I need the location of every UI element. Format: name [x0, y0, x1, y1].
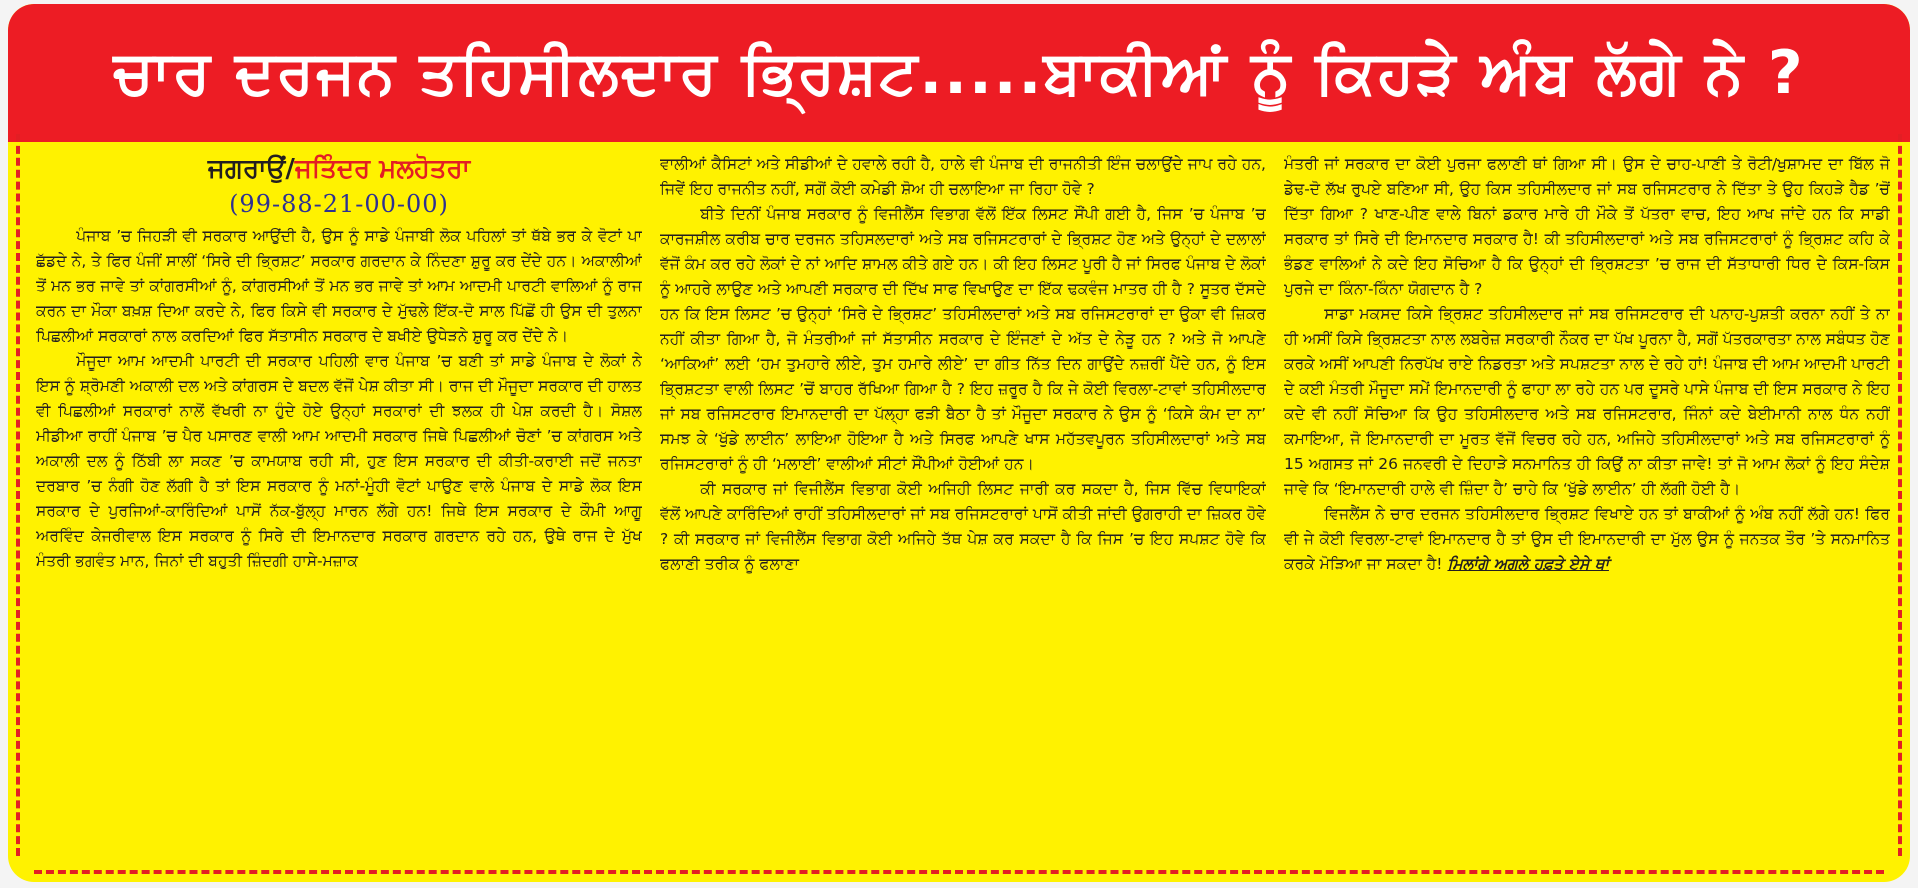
- headline-banner: [8, 4, 1910, 142]
- byline-author: ਜਤਿੰਦਰ ਮਲਹੋਤਰਾ: [294, 154, 471, 184]
- paragraph: ਪੰਜਾਬ ’ਚ ਜਿਹੜੀ ਵੀ ਸਰਕਾਰ ਆਉਂਦੀ ਹੈ, ਉਸ ਨੂੰ ਸਾਡੇ ਪੰਜਾਬੀ ਲੋਕ ਪਹਿਲਾਂ ਤਾਂ ਥੱਬੇ ਭਰ ਕੇ ਵੋਟਾਂ ਪਾ ਛੱਡਦੇ ਨੇ, ਤੇ ਫਿਰ ਪੰਜੀਂ ਸਾਲੀਂ ‘ਸਿਰੇ ਦੀ ਭ੍ਰਿਸ਼ਟ’ ਸਰਕਾਰ ਗਰਦਾਨ ਕੇ ਨਿੰਦਣਾ ਸ਼ੁਰੂ ਕਰ ਦੇਂਦੇ ਹਨ। ਅਕਾਲੀਆਂ ਤੋਂ ਮਨ ਭਰ ਜਾਵੇ ਤਾਂ ਕਾਂਗਰਸੀਆਂ ਨੂੰ, ਕਾਂਗਰਸੀਆਂ ਤੋਂ ਮਨ ਭਰ ਜਾਵੇ ਤਾਂ ਆਮ ਆਦਮੀ ਪਾਰਟੀ ਵਾਲਿਆਂ ਨੂੰ ਰਾਜ ਕਰਨ ਦਾ ਮੌਕਾ ਬਖ਼ਸ਼ ਦਿਆ ਕਰਦੇ ਨੇ, ਫਿਰ ਕਿਸੇ ਵੀ ਸਰਕਾਰ ਦੇ ਮੁੱਢਲੇ ਇੱਕ-ਦੋ ਸਾਲ ਪਿੱਛੋਂ ਹੀ ਉਸ ਦੀ ਤੁਲਨਾ ਪਿਛਲੀਆਂ ਸਰਕਾਰਾਂ ਨਾਲ ਕਰਦਿਆਂ ਫਿਰ ਸੱਤਾਸੀਨ ਸਰਕਾਰ ਦੇ ਬਖੀਏ ਉਧੇੜਨੇ ਸ਼ੁਰੂ ਕਰ ਦੇਂਦੇ ਨੇ।: [36, 227, 642, 345]
- article-columns: [36, 152, 1890, 858]
- byline: [36, 152, 642, 186]
- paragraph: ਬੀਤੇ ਦਿਨੀਂ ਪੰਜਾਬ ਸਰਕਾਰ ਨੂੰ ਵਿਜੀਲੈਂਸ ਵਿਭਾਗ ਵੱਲੋਂ ਇੱਕ ਲਿਸਟ ਸੌਂਪੀ ਗਈ ਹੈ, ਜਿਸ ’ਚ ਪੰਜਾਬ ’ਚ ਕਾਰਜਸ਼ੀਲ ਕਰੀਬ ਚਾਰ ਦਰਜਨ ਤਹਿਸਲਦਾਰਾਂ ਅਤੇ ਸਬ ਰਜਿਸਟਰਾਰਾਂ ਦੇ ਭ੍ਰਿਸ਼ਟ ਹੋਣ ਅਤੇ ਉਨ੍ਹਾਂ ਦੇ ਦਲਾਲਾਂ ਵੱਜੋਂ ਕੰਮ ਕਰ ਰਹੇ ਲੋਕਾਂ ਦੇ ਨਾਂ ਆਦਿ ਸ਼ਾਮਲ ਕੀਤੇ ਗਏ ਹਨ। ਕੀ ਇਹ ਲਿਸਟ ਪੂਰੀ ਹੈ ਜਾਂ ਸਿਰਫ ਪੰਜਾਬ ਦੇ ਲੋਕਾਂ ਨੂੰ ਆਹਰੇ ਲਾਉਣ ਅਤੇ ਆਪਣੀ ਸਰਕਾਰ ਦੀ ਦਿੱਖ ਸਾਫ ਵਿਖਾਉਣ ਦਾ ਇੱਕ ਢਕਵੰਜ ਮਾਤਰ ਹੀ ਹੈ ? ਸੂਤਰ ਦੱਸਦੇ ਹਨ ਕਿ ਇਸ ਲਿਸਟ ’ਚ ਉਨ੍ਹਾਂ ‘ਸਿਰੇ ਦੇ ਭ੍ਰਿਸ਼ਟ’ ਤਹਿਸੀਲਦਾਰਾਂ ਅਤੇ ਸਬ ਰਜਿਸਟਰਾਰਾਂ ਦਾ ਉਕਾ ਵੀ ਜ਼ਿਕਰ ਨਹੀਂ ਕੀਤਾ ਗਿਆ ਹੈ, ਜੋ ਮੰਤਰੀਆਂ ਜਾਂ ਸੱਤਾਸੀਨ ਸਰਕਾਰ ਦੇ ਇੰਜਣਾਂ ਦੇ ਅੱਤ ਦੇ ਨੇੜੂ ਹਨ ? ਅਤੇ ਜੋ ਆਪਣੇ ‘ਆਕਿਆਂ’ ਲਈ ‘ਹਮ ਤੁਮਹਾਰੇ ਲੀਏ, ਤੁਮ ਹਮਾਰੇ ਲੀਏ’ ਦਾ ਗੀਤ ਨਿੱਤ ਦਿਨ ਗਾਉਂਦੇ ਨਜ਼ਰੀਂ ਪੈਂਦੇ ਹਨ, ਨੂੰ ਇਸ ਭ੍ਰਿਸ਼ਟਤਾ ਵਾਲੀ ਲਿਸਟ ’ਚੋਂ ਬਾਹਰ ਰੱਖਿਆ ਗਿਆ ਹੈ ? ਇਹ ਜ਼ਰੂਰ ਹੈ ਕਿ ਜੇ ਕੋਈ ਵਿਰਲਾ-ਟਾਵਾਂ ਤਹਿਸੀਲਦਾਰ ਜਾਂ ਸਬ ਰਜਿਸਟਰਾਰ ਇਮਾਨਦਾਰੀ ਦਾ ਪੱਲ੍ਹਾ ਫੜੀ ਬੈਠਾ ਹੈ ਤਾਂ ਮੌਜੂਦਾ ਸਰਕਾਰ ਨੇ ਉਸ ਨੂੰ ‘ਕਿਸੇ ਕੰਮ ਦਾ ਨਾ’ ਸਮਝ ਕੇ ‘ਖੁੱਡੇ ਲਾਈਨ’ ਲਾਇਆ ਹੋਇਆ ਹੈ ਅਤੇ ਸਿਰਫ ਆਪਣੇ ਖਾਸ ਮਹੱਤਵਪੂਰਨ ਤਹਿਸੀਲਦਾਰਾਂ ਅਤੇ ਸਬ ਰਜਿਸਟਰਾਰਾਂ ਨੂੰ ਹੀ ‘ਮਲਾਈ’ ਵਾਲੀਆਂ ਸੀਟਾਂ ਸੌਂਪੀਆਂ ਹੋਈਆਂ ਹਨ।: [660, 205, 1266, 473]
- byline-phone: (99-88-21-00-00): [229, 190, 449, 218]
- paragraph: ਮੰਤਰੀ ਜਾਂ ਸਰਕਾਰ ਦਾ ਕੋਈ ਪੁਰਜਾ ਫਲਾਣੀ ਥਾਂ ਗਿਆ ਸੀ। ਉਸ ਦੇ ਚਾਹ-ਪਾਣੀ ਤੇ ਰੋਟੀ/ਖੁਸ਼ਾਮਦ ਦਾ ਬਿੱਲ ਜੋ ਡੇਢ-ਦੋ ਲੱਖ ਰੁਪਏ ਬਣਿਆ ਸੀ, ਉਹ ਕਿਸ ਤਹਿਸੀਲਦਾਰ ਜਾਂ ਸਬ ਰਜਿਸਟਰਾਰ ਨੇ ਦਿੱਤਾ ਤੇ ਉਹ ਕਿਹੜੇ ਹੈਡ ’ਚੋਂ ਦਿੱਤਾ ਗਿਆ ? ਖਾਣ-ਪੀਣ ਵਾਲੇ ਬਿਨਾਂ ਡਕਾਰ ਮਾਰੇ ਹੀ ਮੌਕੇ ਤੋਂ ਪੱਤਰਾ ਵਾਚ, ਇਹ ਆਖ ਜਾਂਦੇ ਹਨ ਕਿ ਸਾਡੀ ਸਰਕਾਰ ਤਾਂ ਸਿਰੇ ਦੀ ਇਮਾਨਦਾਰ ਸਰਕਾਰ ਹੈ! ਕੀ ਤਹਿਸੀਲਦਾਰਾਂ ਅਤੇ ਸਬ ਰਜਿਸਟਰਾਰਾਂ ਨੂੰ ਭ੍ਰਿਸ਼ਟ ਕਹਿ ਕੇ ਭੰਡਣ ਵਾਲਿਆਂ ਨੇ ਕਦੇ ਇਹ ਸੋਚਿਆ ਹੈ ਕਿ ਉਨ੍ਹਾਂ ਦੀ ਭ੍ਰਿਸ਼ਟਤਾ ’ਚ ਰਾਜ ਦੀ ਸੱਤਾਧਾਰੀ ਧਿਰ ਦੇ ਕਿਸ-ਕਿਸ ਪੁਰਜੇ ਦਾ ਕਿੰਨਾ-ਕਿੰਨਾ ਯੋਗਦਾਨ ਹੈ ?: [1284, 155, 1890, 298]
- article-frame: [8, 4, 1910, 882]
- paragraph-final: [1284, 502, 1890, 577]
- signoff: ਮਿਲਾਂਗੇ ਅਗਲੇ ਹਫ਼ਤੇ ਏਸੇ ਥਾਂ: [1447, 555, 1609, 573]
- dashed-border-bottom: [34, 870, 1884, 874]
- paragraph-final-text: ਵਿਜਲੈਂਸ ਨੇ ਚਾਰ ਦਰਜਨ ਤਹਿਸੀਲਦਾਰ ਭ੍ਰਿਸ਼ਟ ਵਿਖਾਏ ਹਨ ਤਾਂ ਬਾਕੀਆਂ ਨੂੰ ਅੰਬ ਨਹੀਂ ਲੱਗੇ ਹਨ! ਫਿਰ ਵੀ ਜੇ ਕੋਈ ਵਿਰਲਾ-ਟਾਵਾਂ ਇਮਾਨਦਾਰ ਹੈ ਤਾਂ ਉਸ ਦੀ ਇਮਾਨਦਾਰੀ ਦਾ ਮੁੱਲ ਉਸ ਨੂੰ ਜਨਤਕ ਤੌਰ ’ਤੇ ਸਨਮਾਨਿਤ ਕਰਕੇ ਮੋੜਿਆ ਜਾ ਸਕਦਾ ਹੈ!: [1284, 505, 1890, 573]
- byline-place: ਜਗਰਾਉਂ: [207, 154, 286, 184]
- paragraph: ਕੀ ਸਰਕਾਰ ਜਾਂ ਵਿਜੀਲੈਂਸ ਵਿਭਾਗ ਕੋਈ ਅਜਿਹੀ ਲਿਸਟ ਜਾਰੀ ਕਰ ਸਕਦਾ ਹੈ, ਜਿਸ ਵਿੱਚ ਵਿਧਾਇਕਾਂ ਵੱਲੋਂ ਆਪਣੇ ਕਾਰਿੰਦਿਆਂ ਰਾਹੀਂ ਤਹਿਸੀਲਦਾਰਾਂ ਜਾਂ ਸਬ ਰਜਿਸਟਰਾਰਾਂ ਪਾਸੋਂ ਕੀਤੀ ਜਾਂਦੀ ਉਗਰਾਹੀ ਦਾ ਜ਼ਿਕਰ ਹੋਵੇ ? ਕੀ ਸਰਕਾਰ ਜਾਂ ਵਿਜੀਲੈਂਸ ਵਿਭਾਗ ਕੋਈ ਅਜਿਹੇ ਤੱਥ ਪੇਸ਼ ਕਰ ਸਕਦਾ ਹੈ ਕਿ ਜਿਸ ’ਚ ਇਹ ਸਪਸ਼ਟ ਹੋਵੇ ਕਿ ਫਲਾਣੀ ਤਰੀਕ ਨੂੰ ਫਲਾਣਾ: [660, 480, 1266, 573]
- byline-separator: /: [285, 154, 295, 184]
- headline-title: ਚਾਰ ਦਰਜਨ ਤਹਿਸੀਲਦਾਰ ਭ੍ਰਿਸ਼ਟ.....ਬਾਕੀਆਂ ਨੂੰ ਕਿਹੜੇ ਅੰਬ ਲੱਗੇ ਨੇ ?: [113, 38, 1805, 108]
- column-2: [660, 152, 1266, 858]
- column-3: [1284, 152, 1890, 858]
- paragraph: ਮੌਜੂਦਾ ਆਮ ਆਦਮੀ ਪਾਰਟੀ ਦੀ ਸਰਕਾਰ ਪਹਿਲੀ ਵਾਰ ਪੰਜਾਬ ’ਚ ਬਣੀ ਤਾਂ ਸਾਡੇ ਪੰਜਾਬ ਦੇ ਲੋਕਾਂ ਨੇ ਇਸ ਨੂੰ ਸ਼੍ਰੋਮਣੀ ਅਕਾਲੀ ਦਲ ਅਤੇ ਕਾਂਗਰਸ ਦੇ ਬਦਲ ਵੱਜੋਂ ਪੇਸ਼ ਕੀਤਾ ਸੀ। ਰਾਜ ਦੀ ਮੌਜੂਦਾ ਸਰਕਾਰ ਦੀ ਹਾਲਤ ਵੀ ਪਿਛਲੀਆਂ ਸਰਕਾਰਾਂ ਨਾਲੋਂ ਵੱਖਰੀ ਨਾ ਹੁੰਦੇ ਹੋਏ ਉਨ੍ਹਾਂ ਸਰਕਾਰਾਂ ਦੀ ਝਲਕ ਹੀ ਪੇਸ਼ ਕਰਦੀ ਹੈ। ਸੋਸ਼ਲ ਮੀਡੀਆ ਰਾਹੀਂ ਪੰਜਾਬ ’ਚ ਪੈਰ ਪਸਾਰਣ ਵਾਲੀ ਆਮ ਆਦਮੀ ਸਰਕਾਰ ਜਿਥੇ ਪਿਛਲੀਆਂ ਚੋਣਾਂ ’ਚ ਕਾਂਗਰਸ ਅਤੇ ਅਕਾਲੀ ਦਲ ਨੂੰ ਠਿੱਬੀ ਲਾ ਸਕਣ ’ਚ ਕਾਮਯਾਬ ਰਹੀ ਸੀ, ਹੁਣ ਇਸ ਸਰਕਾਰ ਦੀ ਕੀਤੀ-ਕਰਾਈ ਜਦੋਂ ਜਨਤਾ ਦਰਬਾਰ ’ਚ ਨੰਗੀ ਹੋਣ ਲੱਗੀ ਹੈ ਤਾਂ ਇਸ ਸਰਕਾਰ ਨੂੰ ਮਨਾਂ-ਮੂੰਹੀ ਵੋਟਾਂ ਪਾਉਣ ਵਾਲੇ ਪੰਜਾਬ ਦੇ ਸਾਡੇ ਲੋਕ ਇਸ ਸਰਕਾਰ ਦੇ ਪੁਰਜਿਆਂ-ਕਾਰਿੰਦਿਆਂ ਪਾਸੋਂ ਨੱਕ-ਬੁੱਲ੍ਹ ਮਾਰਨ ਲੱਗੇ ਹਨ! ਜਿਥੇ ਇਸ ਸਰਕਾਰ ਦੇ ਕੌਮੀ ਆਗੂ ਅਰਵਿੰਦ ਕੇਜਰੀਵਾਲ ਇਸ ਸਰਕਾਰ ਨੂੰ ਸਿਰੇ ਦੀ ਇਮਾਨਦਾਰ ਸਰਕਾਰ ਗਰਦਾਨ ਰਹੇ ਹਨ, ਉਥੇ ਰਾਜ ਦੇ ਮੁੱਖ ਮੰਤਰੀ ਭਗਵੰਤ ਮਾਨ, ਜਿਨਾਂ ਦੀ ਬਹੁਤੀ ਜ਼ਿੰਦਗੀ ਹਾਸੇ-ਮਜ਼ਾਕ: [36, 352, 642, 570]
- paragraph: ਵਾਲੀਆਂ ਕੈਸਿਟਾਂ ਅਤੇ ਸੀਡੀਆਂ ਦੇ ਹਵਾਲੇ ਰਹੀ ਹੈ, ਹਾਲੇ ਵੀ ਪੰਜਾਬ ਦੀ ਰਾਜਨੀਤੀ ਇੰਜ ਚਲਾਉਂਦੇ ਜਾਪ ਰਹੇ ਹਨ, ਜਿਵੇਂ ਇਹ ਰਾਜਨੀਤ ਨਹੀਂ, ਸਗੋਂ ਕੋਈ ਕਮੇਡੀ ਸ਼ੋਅ ਹੀ ਚਲਾਇਆ ਜਾ ਰਿਹਾ ਹੋਵੇ ?: [660, 155, 1266, 198]
- dashed-border-right: [1898, 134, 1902, 856]
- column-1: [36, 152, 642, 858]
- paragraph: ਸਾਡਾ ਮਕਸਦ ਕਿਸੇ ਭ੍ਰਿਸ਼ਟ ਤਹਿਸੀਲਦਾਰ ਜਾਂ ਸਬ ਰਜਿਸਟਰਾਰ ਦੀ ਪਨਾਹ-ਪੁਸ਼ਤੀ ਕਰਨਾ ਨਹੀਂ ਤੇ ਨਾ ਹੀ ਅਸੀਂ ਕਿਸੇ ਭ੍ਰਿਸ਼ਟਤਾ ਨਾਲ ਲਬਰੇਜ਼ ਸਰਕਾਰੀ ਨੌਕਰ ਦਾ ਪੱਖ ਪੂਰਨਾ ਹੈ, ਸਗੋਂ ਪੱਤਰਕਾਰਤਾ ਨਾਲ ਸਬੰਧਤ ਹੋਣ ਕਰਕੇ ਅਸੀਂ ਆਪਣੀ ਨਿਰਪੱਖ ਰਾਏ ਨਿਡਰਤਾ ਅਤੇ ਸਪਸ਼ਟਤਾ ਨਾਲ ਦੇ ਰਹੇ ਹਾਂ! ਪੰਜਾਬ ਦੀ ਆਮ ਆਦਮੀ ਪਾਰਟੀ ਦੇ ਕਈ ਮੰਤਰੀ ਮੌਜੂਦਾ ਸਮੇਂ ਇਮਾਨਦਾਰੀ ਨੂੰ ਫਾਹਾ ਲਾ ਰਹੇ ਹਨ ਪਰ ਦੂਸਰੇ ਪਾਸੇ ਪੰਜਾਬ ਦੀ ਇਸ ਸਰਕਾਰ ਨੇ ਇਹ ਕਦੇ ਵੀ ਨਹੀਂ ਸੋਚਿਆ ਕਿ ਉਹ ਤਹਿਸੀਲਦਾਰ ਅਤੇ ਸਬ ਰਜਿਸਟਰਾਰ, ਜਿੰਨਾਂ ਕਦੇ ਬੇਈਮਾਨੀ ਨਾਲ ਧੰਨ ਨਹੀਂ ਕਮਾਇਆ, ਜੋ ਇਮਾਨਦਾਰੀ ਦਾ ਮੂਰਤ ਵੱਜੋਂ ਵਿਚਰ ਰਹੇ ਹਨ, ਅਜਿਹੇ ਤਹਿਸੀਲਦਾਰਾਂ ਅਤੇ ਸਬ ਰਜਿਸਟਰਾਰਾਂ ਨੂੰ 15 ਅਗਸਤ ਜਾਂ 26 ਜਨਵਰੀ ਦੇ ਦਿਹਾੜੇ ਸਨਮਾਨਿਤ ਹੀ ਕਿਉਂ ਨਾ ਕੀਤਾ ਜਾਵੇ! ਤਾਂ ਜੋ ਆਮ ਲੋਕਾਂ ਨੂੰ ਇਹ ਸੰਦੇਸ਼ ਜਾਵੇ ਕਿ ‘ਇਮਾਨਦਾਰੀ ਹਾਲੇ ਵੀ ਜ਼ਿੰਦਾ ਹੈ’ ਚਾਹੇ ਕਿ ‘ਖੁੱਡੇ ਲਾਈਨ’ ਹੀ ਲੱਗੀ ਹੋਈ ਹੈ।: [1284, 305, 1890, 498]
- dashed-border-left: [16, 134, 20, 856]
